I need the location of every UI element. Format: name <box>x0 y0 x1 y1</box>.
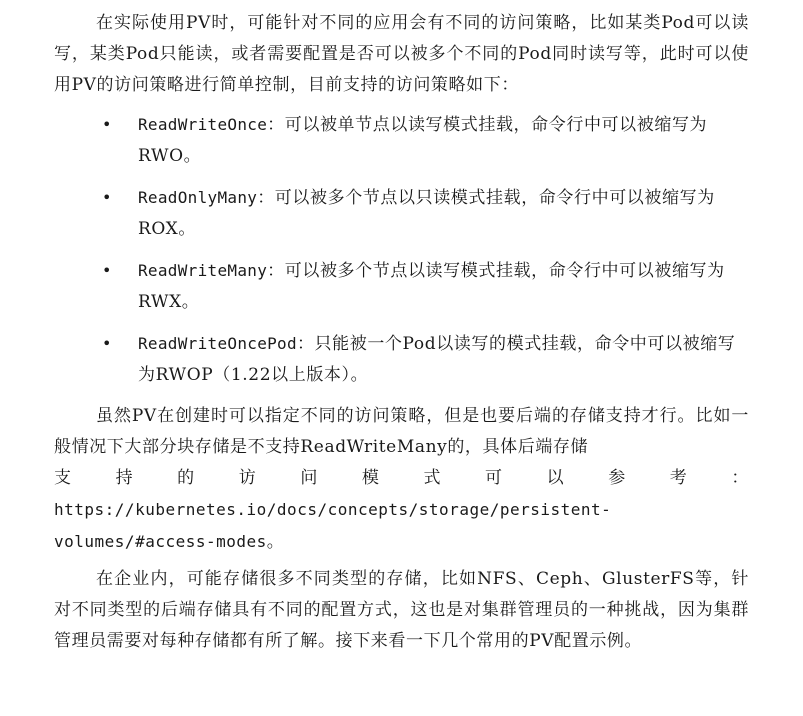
bullet-icon: • <box>102 334 113 353</box>
spread-char: 考 <box>669 468 688 488</box>
access-mode-name: ReadWriteOncePod <box>138 334 297 353</box>
access-mode-desc: ：可以被多个节点以只读模式挂载，命令行中可以被缩写为ROX。 <box>138 188 715 239</box>
spread-char: 支 <box>54 468 72 488</box>
list-item <box>54 255 749 318</box>
spread-char: 访 <box>238 468 257 488</box>
spread-char: 可 <box>485 468 503 488</box>
list-item <box>54 109 749 172</box>
url-line-2[interactable]: volumes/#access-modes <box>54 532 267 551</box>
spread-char: 的 <box>177 468 195 488</box>
access-mode-name: ReadWriteOnce <box>138 115 268 134</box>
access-mode-desc: ：可以被单节点以读写模式挂载，命令行中可以被缩写为RWO。 <box>138 115 708 166</box>
storage-support-text: 虽然PV在创建时可以指定不同的访问策略，但是也要后端的存储支持才行。比如一般情况下大部分块存储是不支持ReadWriteMany的，具体后端存储 <box>54 406 749 457</box>
bullet-icon: • <box>102 188 113 207</box>
access-mode-name: ReadWriteMany <box>138 261 268 280</box>
list-item <box>54 182 749 245</box>
spread-char: 模 <box>361 468 380 488</box>
url-end-punct: 。 <box>266 532 285 552</box>
access-mode-list <box>54 109 749 391</box>
storage-support-paragraph <box>54 401 749 558</box>
url-block <box>54 494 749 558</box>
enterprise-paragraph: 在企业内，可能存储很多不同类型的存储，比如NFS、Ceph、GlusterFS等，针对不同类型的后端存储具有不同的配置方式，这也是对集群管理员的一种挑战，因为集群管理员需要对每种存储都有所了解。接下来看一下几个常用的PV配置示例。 <box>54 569 749 651</box>
access-mode-desc: ：可以被多个节点以读写模式挂载，命令行中可以被缩写为RWX。 <box>138 261 725 312</box>
access-mode-name: ReadOnlyMany <box>138 188 258 207</box>
spread-char: 式 <box>423 468 442 488</box>
bullet-icon: • <box>102 261 113 280</box>
access-mode-desc: ：只能被一个Pod以读写的模式挂载，命令中可以被缩写为RWOP（1.22以上版本）。 <box>138 334 736 385</box>
intro-paragraph: 在实际使用PV时，可能针对不同的应用会有不同的访问策略，比如某类Pod可以读写，某类Pod只能读，或者需要配置是否可以被多个不同的Pod同时读写等，此时可以使用PV的访问策略进行简单控制，目前支持的访问策略如下： <box>54 13 749 95</box>
spread-char: 以 <box>546 468 565 488</box>
spread-char: 持 <box>115 468 134 488</box>
url-line-1[interactable]: https://kubernetes.io/docs/concepts/storage/persistent- <box>54 500 612 519</box>
bullet-icon: • <box>102 115 113 134</box>
spread-char: ： <box>731 468 749 488</box>
spread-line <box>54 463 749 494</box>
spread-char: 问 <box>300 468 318 488</box>
spread-char: 参 <box>608 468 626 488</box>
list-item <box>54 328 749 391</box>
